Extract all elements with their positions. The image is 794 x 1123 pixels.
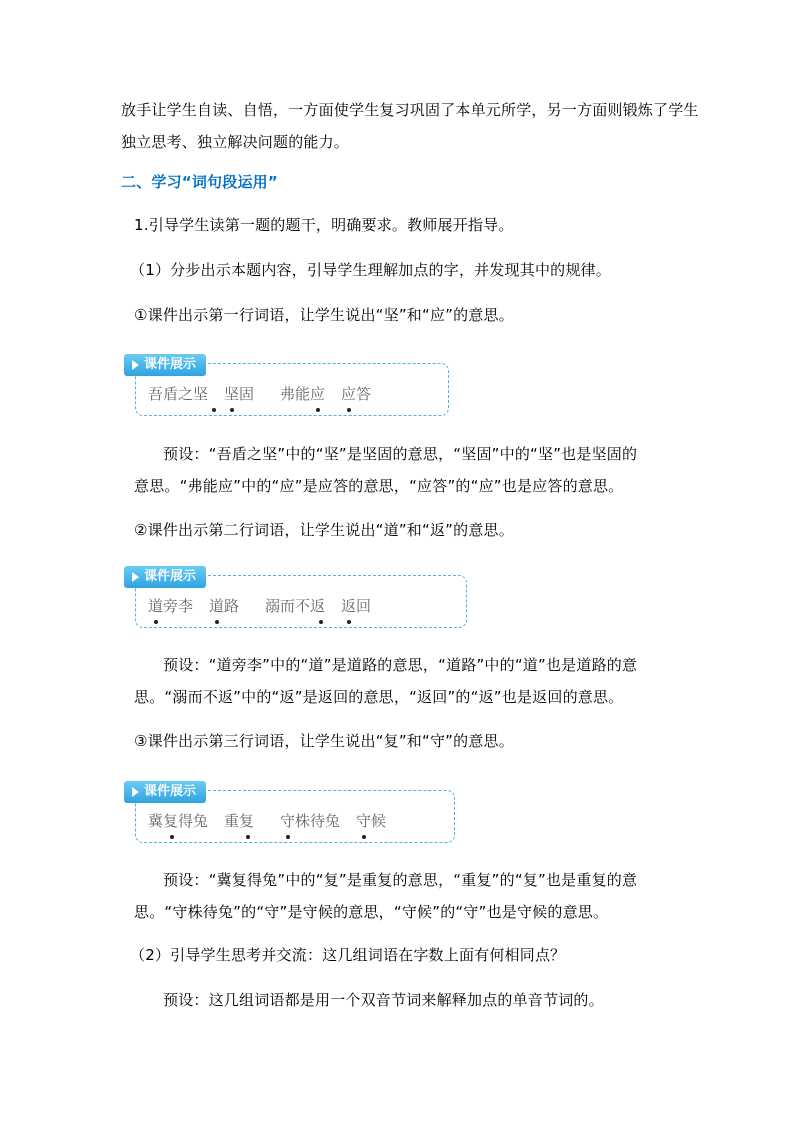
section-title: 二、学习“词句段运用” — [121, 173, 278, 191]
item-3: ③课件出示第三行词语，让学生说出“复”和“守”的意思。 — [134, 732, 514, 750]
slide-words-1 — [148, 384, 387, 404]
slide-badge-label: 课件展示 — [144, 357, 197, 372]
slide-badge-label: 课件展示 — [144, 784, 197, 799]
slide-words-2 — [148, 596, 387, 616]
emphasis-dot — [154, 620, 158, 624]
intro-line-2: 独立思考、独立解决问题的能力。 — [121, 133, 350, 151]
emphasis-dot — [319, 620, 323, 624]
slide-badge-3 — [124, 781, 206, 803]
slide-badge-label: 课件展示 — [144, 569, 197, 584]
preset-2-line-1: 预设：“道旁李”中的“道”是道路的意思，“道路”中的“道”也是道路的意 — [163, 656, 638, 674]
slide-word: 溺而不返 — [265, 596, 325, 616]
slide-badge-1 — [124, 354, 206, 376]
play-icon — [132, 787, 139, 797]
preset-3-line-1: 预设：“冀复得兔”中的“复”是重复的意思，“重复”的“复”也是重复的意 — [163, 871, 638, 889]
slide-word: 冀复得兔 — [148, 811, 208, 831]
slide-word: 坚固 — [224, 384, 254, 404]
play-icon — [132, 360, 139, 370]
slide-word: 应答 — [341, 384, 371, 404]
emphasis-dot — [230, 408, 234, 412]
emphasis-dot — [215, 620, 219, 624]
item-2: ②课件出示第二行词语，让学生说出“道”和“返”的意思。 — [134, 521, 514, 539]
preset-1-line-2: 意思。“弗能应”中的“应”是应答的意思，“应答”的“应”也是应答的意思。 — [134, 477, 624, 495]
slide-badge-2 — [124, 566, 206, 588]
substep-2: （2）引导学生思考并交流：这几组词语在字数上面有何相同点？ — [130, 946, 566, 964]
slide-word: 道旁李 — [148, 596, 193, 616]
emphasis-dot — [170, 835, 174, 839]
slide-box-1 — [135, 357, 449, 416]
emphasis-dot — [347, 620, 351, 624]
slide-words-3 — [148, 811, 402, 831]
preset-4: 预设：这几组词语都是用一个双音节词来解释加点的单音节词的。 — [163, 991, 604, 1009]
emphasis-dot — [286, 835, 290, 839]
slide-word: 守候 — [356, 811, 386, 831]
emphasis-dot — [362, 835, 366, 839]
emphasis-dot — [212, 408, 216, 412]
slide-word: 弗能应 — [280, 384, 325, 404]
slide-word: 重复 — [224, 811, 254, 831]
slide-word: 吾盾之坚 — [148, 384, 208, 404]
substep-1: （1）分步出示本题内容，引导学生理解加点的字，并发现其中的规律。 — [130, 261, 611, 279]
preset-1-line-1: 预设：“吾盾之坚”中的“坚”是坚固的意思，“坚固”中的“坚”也是坚固的 — [163, 445, 638, 463]
slide-word: 返回 — [341, 596, 371, 616]
preset-3-line-2: 思。“守株待兔”的“守”是守候的意思，“守候”的“守”也是守候的意思。 — [134, 903, 609, 921]
slide-box-3 — [135, 784, 455, 843]
emphasis-dot — [316, 408, 320, 412]
step-1: 1.引导学生读第一题的题干，明确要求。教师展开指导。 — [134, 216, 514, 234]
emphasis-dot — [246, 835, 250, 839]
play-icon — [132, 572, 139, 582]
intro-line-1: 放手让学生自读、自悟，一方面使学生复习巩固了本单元所学，另一方面则锻炼了学生 — [121, 101, 699, 119]
item-1: ①课件出示第一行词语，让学生说出“坚”和“应”的意思。 — [134, 306, 514, 324]
slide-box-2 — [135, 569, 467, 628]
preset-2-line-2: 思。“溺而不返”中的“返”是返回的意思，“返回”的“返”也是返回的意思。 — [134, 688, 624, 706]
slide-word: 道路 — [209, 596, 239, 616]
emphasis-dot — [347, 408, 351, 412]
slide-word: 守株待兔 — [280, 811, 340, 831]
